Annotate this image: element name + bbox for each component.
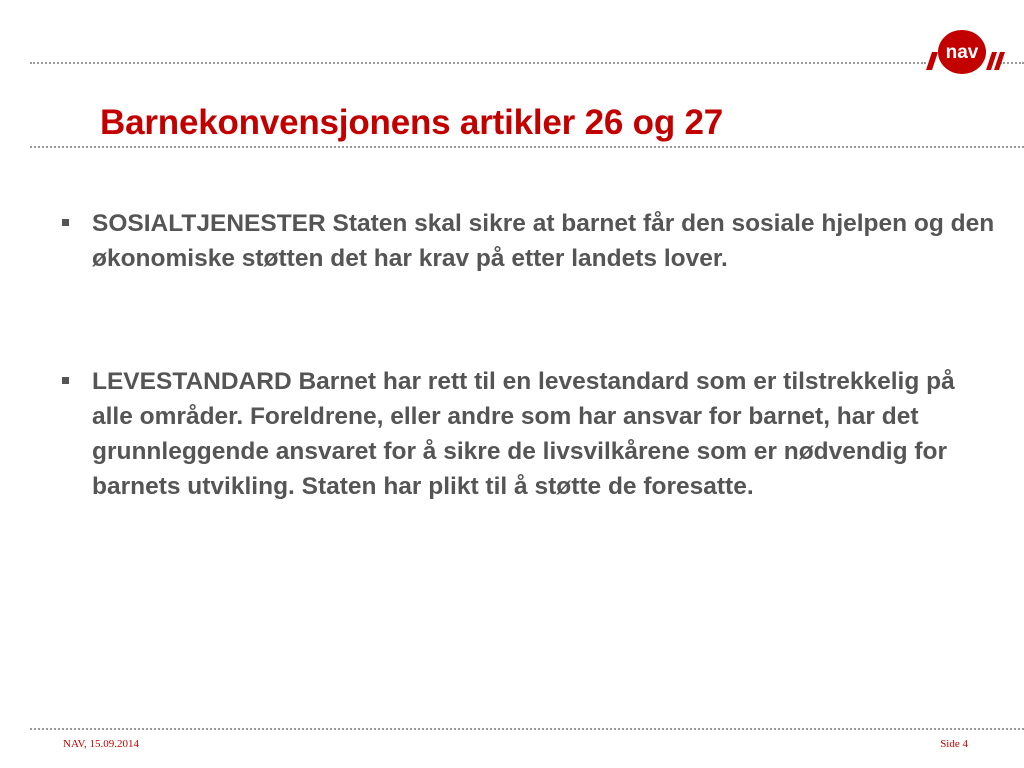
bullet-item (62, 364, 997, 504)
bullet-list (62, 206, 997, 504)
nav-logo-icon (920, 22, 1010, 82)
bullet-item (62, 206, 997, 276)
title-divider (30, 146, 1024, 148)
footer-date: NAV, 15.09.2014 (63, 738, 139, 750)
bullet-text: SOSIALTJENESTER Staten skal sikre at barnet får den sosiale hjelpen og den økonomiske støtten det har krav på etter landets lover. (92, 210, 995, 272)
bullet-square-icon (62, 219, 69, 226)
logo-text: nav (945, 42, 979, 63)
footer-page-number: Side 4 (940, 738, 968, 750)
bullet-text: LEVESTANDARD Barnet har rett til en levestandard som er tilstrekkelig på alle områder. Foreldrene, eller andre som har ansvar for barnet, har det grunnleggende ansvaret for å sikre de livsvilkårene som er nødvendig for barnets utvikling. Staten har plikt til å støtte de foresatte. (92, 368, 955, 500)
slide-title: Barnekonvensjonens artikler 26 og 27 (100, 103, 724, 142)
footer-divider (30, 728, 1024, 730)
top-divider (30, 62, 926, 64)
bullet-square-icon (62, 377, 69, 384)
